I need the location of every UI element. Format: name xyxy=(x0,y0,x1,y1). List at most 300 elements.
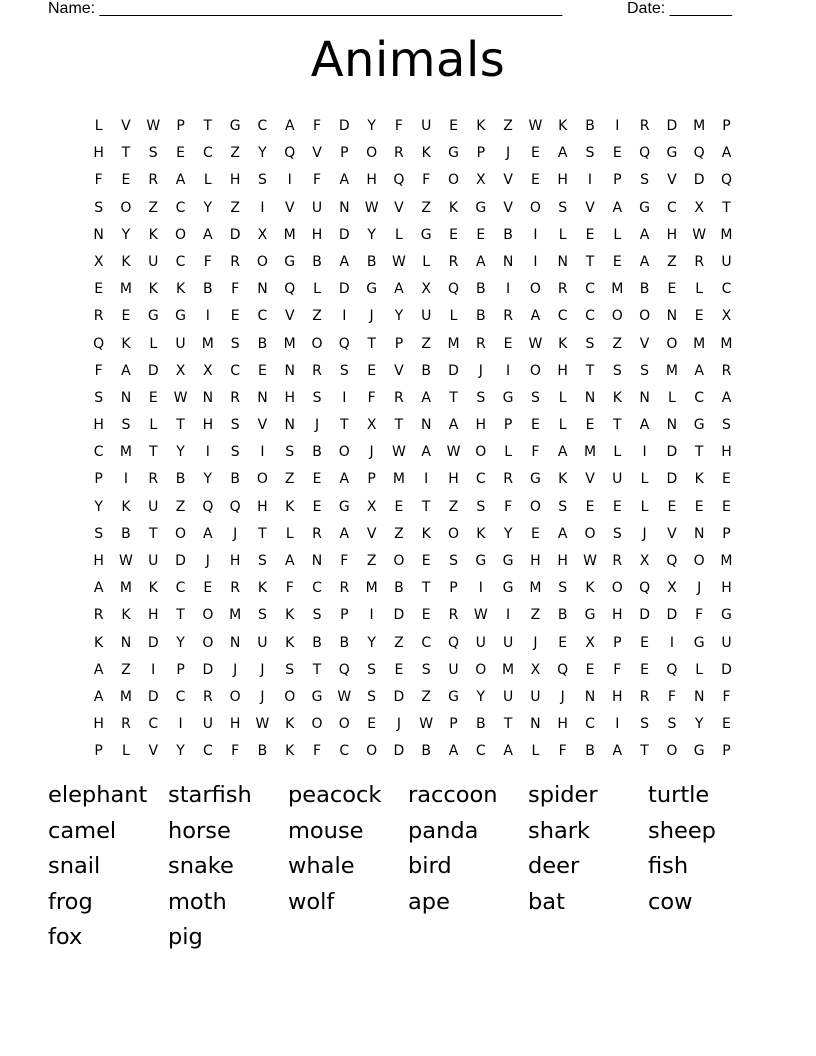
grid-letter: K xyxy=(558,471,568,488)
grid-letter: G xyxy=(502,553,514,569)
grid-row xyxy=(85,167,745,194)
grid-letter: T xyxy=(613,417,622,434)
grid-letter: H xyxy=(311,226,323,243)
grid-letter: M xyxy=(119,281,132,298)
grid-row xyxy=(85,548,745,575)
grid-letter: C xyxy=(475,471,486,488)
grid-letter: T xyxy=(176,607,185,624)
grid-letter: C xyxy=(585,308,595,325)
grid-letter: I xyxy=(533,253,538,270)
grid-letter: F xyxy=(94,172,103,189)
grid-letter: F xyxy=(312,118,322,134)
grid-letter: O xyxy=(666,335,678,352)
grid-row xyxy=(85,602,745,629)
grid-letter: T xyxy=(312,661,322,678)
grid-letter: H xyxy=(257,498,268,515)
grid-letter: V xyxy=(585,471,595,488)
grid-letter: R xyxy=(312,525,322,542)
grid-letter: C xyxy=(202,743,213,760)
grid-letter: I xyxy=(178,716,183,733)
grid-letter: P xyxy=(722,743,731,760)
grid-letter: Y xyxy=(367,118,376,134)
grid-letter: G xyxy=(721,607,732,624)
grid-letter: K xyxy=(285,716,295,733)
grid-letter: J xyxy=(314,417,320,434)
grid-letter: K xyxy=(121,607,131,624)
grid-letter: O xyxy=(529,498,541,515)
grid-letter: D xyxy=(393,688,405,705)
grid-letter: G xyxy=(448,145,459,162)
grid-letter: U xyxy=(148,553,159,569)
grid-letter: M xyxy=(201,335,214,352)
grid-letter: H xyxy=(557,553,568,569)
grid-letter: U xyxy=(612,471,623,488)
grid-letter: C xyxy=(721,281,732,298)
grid-letter: M xyxy=(611,281,624,298)
grid-letter: O xyxy=(202,607,214,624)
grid-letter: X xyxy=(694,199,704,216)
grid-letter: D xyxy=(338,281,350,298)
grid-letter: I xyxy=(615,118,620,134)
grid-letter: L xyxy=(285,525,294,542)
grid-letter: N xyxy=(93,226,104,243)
grid-letter: X xyxy=(721,308,732,325)
grid-letter: P xyxy=(722,525,731,542)
grid-letter: D xyxy=(229,226,241,243)
grid-letter: E xyxy=(694,308,704,325)
grid-letter: W xyxy=(583,553,597,569)
grid-letter: B xyxy=(476,716,486,733)
grid-letter: R xyxy=(503,471,513,488)
grid-letter: U xyxy=(175,335,186,352)
grid-letter: S xyxy=(530,389,540,406)
grid-letter: E xyxy=(722,716,731,733)
grid-letter: N xyxy=(666,308,678,325)
grid-letter: G xyxy=(175,308,186,325)
grid-row xyxy=(85,113,745,140)
grid-letter: R xyxy=(93,308,104,325)
grid-letter: F xyxy=(231,743,240,760)
grid-letter: N xyxy=(311,553,323,569)
grid-letter: M xyxy=(365,580,378,597)
grid-letter: G xyxy=(666,145,678,162)
grid-letter: C xyxy=(585,281,595,298)
word-list-row xyxy=(48,885,788,921)
word-list-item: bat xyxy=(528,888,565,915)
grid-letter: W xyxy=(528,335,543,352)
grid-letter: G xyxy=(366,281,378,298)
grid-letter: O xyxy=(338,716,350,733)
grid-letter: X xyxy=(257,226,268,243)
grid-letter: Q xyxy=(93,335,105,352)
grid-letter: V xyxy=(503,199,513,216)
grid-letter: S xyxy=(421,661,431,678)
grid-letter: A xyxy=(639,253,650,270)
grid-letter: C xyxy=(475,743,486,760)
grid-letter: F xyxy=(367,389,376,406)
grid-letter: A xyxy=(339,471,350,488)
grid-letter: O xyxy=(229,688,241,705)
grid-letter: A xyxy=(639,417,650,434)
grid-letter: P xyxy=(394,335,404,352)
grid-letter: E xyxy=(640,634,650,651)
grid-letter: C xyxy=(175,688,186,705)
grid-letter: W xyxy=(446,444,461,461)
grid-letter: K xyxy=(421,525,431,542)
grid-letter: L xyxy=(558,417,567,434)
grid-row xyxy=(85,385,745,412)
grid-letter: N xyxy=(530,716,541,733)
grid-letter: N xyxy=(257,281,268,298)
grid-letter: X xyxy=(476,172,486,189)
grid-letter: A xyxy=(284,553,295,569)
grid-letter: E xyxy=(449,226,458,243)
grid-letter: S xyxy=(285,661,295,678)
grid-letter: E xyxy=(530,145,540,162)
grid-letter: T xyxy=(585,253,595,270)
grid-letter: I xyxy=(342,389,347,406)
grid-row xyxy=(85,466,745,493)
word-list-item: starfish xyxy=(168,782,252,808)
grid-letter: D xyxy=(693,172,705,189)
grid-letter: B xyxy=(476,281,486,298)
word-list-item: camel xyxy=(48,817,117,844)
grid-letter: L xyxy=(531,743,540,760)
grid-letter: T xyxy=(421,498,431,515)
word-list-item: mouse xyxy=(288,817,364,844)
grid-letter: Z xyxy=(421,335,431,352)
grid-letter: G xyxy=(639,199,651,216)
word-list-item: snake xyxy=(168,853,234,879)
grid-letter: K xyxy=(148,281,158,298)
grid-letter: B xyxy=(203,281,213,298)
grid-letter: M xyxy=(283,335,296,352)
grid-letter: B xyxy=(312,444,322,461)
grid-letter: Z xyxy=(394,525,404,542)
grid-letter: A xyxy=(339,525,350,542)
grid-letter: T xyxy=(121,145,131,162)
grid-letter: F xyxy=(531,444,540,461)
grid-letter: Q xyxy=(447,281,460,298)
grid-letter: A xyxy=(448,417,459,434)
word-list xyxy=(48,778,788,956)
word-list-item: frog xyxy=(48,888,93,915)
grid-letter: E xyxy=(612,253,622,270)
grid-letter: H xyxy=(229,172,241,189)
grid-letter: J xyxy=(369,444,374,461)
grid-letter: D xyxy=(393,743,405,760)
grid-letter: K xyxy=(121,335,131,352)
grid-letter: W xyxy=(419,716,434,733)
grid-letter: M xyxy=(665,362,678,379)
grid-letter: B xyxy=(312,253,322,270)
grid-letter: E xyxy=(503,335,513,352)
grid-letter: E xyxy=(530,525,540,542)
grid-letter: Z xyxy=(230,199,240,216)
grid-letter: Q xyxy=(393,172,405,189)
grid-letter: D xyxy=(338,226,350,243)
word-list-item: fish xyxy=(648,853,689,879)
grid-letter: M xyxy=(447,335,460,352)
grid-letter: R xyxy=(230,253,240,270)
grid-letter: C xyxy=(585,716,595,733)
grid-letter: K xyxy=(285,607,295,624)
grid-letter: E xyxy=(449,118,458,134)
word-list-item: peacock xyxy=(288,782,382,808)
grid-letter: C xyxy=(694,389,705,406)
word-list-item: pig xyxy=(168,924,203,950)
grid-letter: B xyxy=(121,525,131,542)
grid-letter: C xyxy=(175,199,186,216)
grid-letter: I xyxy=(642,444,647,461)
grid-letter: Z xyxy=(394,634,404,651)
grid-letter: R xyxy=(312,362,322,379)
grid-letter: R xyxy=(612,553,623,569)
grid-letter: H xyxy=(93,145,104,162)
grid-letter: Z xyxy=(366,553,377,569)
grid-letter: O xyxy=(475,661,487,678)
grid-letter: C xyxy=(257,118,268,134)
grid-letter: Y xyxy=(394,308,404,325)
grid-letter: F xyxy=(558,743,567,760)
grid-letter: M xyxy=(283,226,296,243)
grid-letter: I xyxy=(506,281,511,298)
grid-letter: H xyxy=(530,553,541,569)
grid-letter: G xyxy=(338,498,350,515)
grid-letter: Z xyxy=(312,308,322,325)
grid-letter: J xyxy=(478,362,483,379)
grid-letter: P xyxy=(94,743,103,760)
grid-letter: Q xyxy=(338,661,350,678)
word-list-item: ape xyxy=(408,888,450,915)
grid-letter: N xyxy=(584,389,596,406)
grid-letter: B xyxy=(421,743,432,760)
grid-letter: E xyxy=(476,226,486,243)
grid-letter: B xyxy=(476,308,486,325)
grid-letter: M xyxy=(119,444,132,461)
grid-row xyxy=(85,575,745,602)
grid-letter: A xyxy=(421,444,431,461)
grid-letter: D xyxy=(147,634,159,651)
grid-letter: T xyxy=(340,417,349,434)
grid-letter: P xyxy=(340,145,349,162)
grid-letter: A xyxy=(557,525,568,542)
grid-letter: K xyxy=(476,525,486,542)
grid-letter: B xyxy=(585,118,595,134)
grid-letter: G xyxy=(502,389,514,406)
grid-letter: C xyxy=(557,308,568,325)
grid-letter: W xyxy=(391,253,406,270)
grid-letter: U xyxy=(311,199,323,216)
grid-letter: V xyxy=(257,417,268,434)
grid-letter: N xyxy=(284,362,295,379)
grid-letter: A xyxy=(721,389,732,406)
grid-letter: I xyxy=(533,226,538,243)
grid-letter: R xyxy=(557,281,568,298)
grid-letter: G xyxy=(693,743,705,760)
grid-letter: T xyxy=(258,525,267,542)
grid-letter: Z xyxy=(230,145,240,162)
grid-letter: K xyxy=(448,199,459,216)
grid-letter: B xyxy=(339,634,350,651)
grid-letter: O xyxy=(311,335,323,352)
grid-letter: S xyxy=(257,172,267,189)
grid-letter: T xyxy=(503,716,513,733)
grid-letter: R xyxy=(202,688,213,705)
letter-grid xyxy=(85,113,745,766)
grid-letter: T xyxy=(203,118,213,134)
grid-letter: H xyxy=(612,688,623,705)
word-list-item: sheep xyxy=(648,817,716,844)
grid-letter: I xyxy=(205,444,210,461)
grid-letter: Z xyxy=(503,118,513,134)
grid-letter: C xyxy=(148,716,159,733)
grid-letter: A xyxy=(121,362,131,379)
grid-letter: H xyxy=(93,553,104,569)
grid-letter: I xyxy=(506,362,511,379)
grid-letter: O xyxy=(693,553,705,569)
grid-letter: T xyxy=(148,444,158,461)
grid-letter: Z xyxy=(175,498,186,515)
grid-letter: S xyxy=(257,607,267,624)
grid-letter: R xyxy=(475,335,486,352)
grid-letter: J xyxy=(233,661,238,678)
grid-letter: A xyxy=(476,253,486,270)
grid-letter: O xyxy=(256,471,268,488)
grid-letter: S xyxy=(257,553,267,569)
grid-letter: K xyxy=(558,335,568,352)
grid-letter: L xyxy=(422,253,431,270)
grid-letter: N xyxy=(420,417,432,434)
grid-letter: S xyxy=(285,444,295,461)
grid-letter: U xyxy=(502,688,514,705)
grid-letter: P xyxy=(613,634,622,651)
grid-letter: M xyxy=(693,118,706,134)
word-list-item: bird xyxy=(408,853,452,879)
grid-letter: L xyxy=(558,389,567,406)
grid-letter: V xyxy=(667,525,677,542)
grid-letter: T xyxy=(148,525,158,542)
grid-letter: G xyxy=(693,417,705,434)
grid-letter: L xyxy=(640,498,649,515)
grid-letter: S xyxy=(585,335,595,352)
grid-letter: F xyxy=(722,688,731,705)
grid-letter: Q xyxy=(666,661,678,678)
grid-letter: L xyxy=(395,226,403,243)
word-list-item: cow xyxy=(648,888,693,915)
grid-letter: P xyxy=(722,118,731,134)
grid-letter: X xyxy=(203,362,213,379)
grid-letter: F xyxy=(422,172,431,189)
grid-letter: S xyxy=(94,199,104,216)
grid-row xyxy=(85,439,745,466)
grid-letter: B xyxy=(312,634,322,651)
grid-letter: V xyxy=(394,362,404,379)
grid-letter: M xyxy=(119,688,132,705)
grid-letter: L xyxy=(613,226,622,243)
grid-letter: Y xyxy=(203,471,213,488)
grid-letter: X xyxy=(530,661,541,678)
grid-letter: B xyxy=(639,281,650,298)
grid-letter: K xyxy=(257,580,268,597)
grid-row xyxy=(85,358,745,385)
grid-letter: N xyxy=(502,253,514,270)
grid-letter: S xyxy=(312,389,322,406)
grid-letter: X xyxy=(366,417,377,434)
grid-row xyxy=(85,195,745,222)
grid-letter: C xyxy=(421,634,432,651)
word-list-item: raccoon xyxy=(408,782,498,808)
grid-letter: V xyxy=(366,525,377,542)
grid-letter: R xyxy=(503,308,513,325)
grid-letter: S xyxy=(476,498,486,515)
grid-letter: K xyxy=(558,118,568,134)
grid-letter: Y xyxy=(176,634,185,651)
grid-letter: I xyxy=(342,308,347,325)
grid-letter: E xyxy=(367,362,377,379)
grid-letter: U xyxy=(721,253,732,270)
grid-letter: O xyxy=(175,226,187,243)
grid-row xyxy=(85,684,745,711)
grid-letter: K xyxy=(175,281,186,298)
grid-letter: E xyxy=(640,661,650,678)
grid-letter: U xyxy=(148,253,159,270)
grid-letter: Z xyxy=(530,607,541,624)
grid-letter: P xyxy=(449,716,458,733)
grid-letter: E xyxy=(421,553,431,569)
grid-letter: G xyxy=(475,553,487,569)
grid-letter: P xyxy=(613,172,622,189)
grid-letter: G xyxy=(693,634,705,651)
grid-letter: D xyxy=(666,118,678,134)
grid-letter: N xyxy=(229,634,241,651)
grid-letter: Y xyxy=(694,716,704,733)
grid-letter: A xyxy=(694,362,704,379)
grid-letter: E xyxy=(530,172,540,189)
grid-letter: I xyxy=(260,199,265,216)
grid-letter: H xyxy=(284,389,295,406)
grid-row xyxy=(85,521,745,548)
grid-row xyxy=(85,222,745,249)
grid-letter: S xyxy=(640,716,650,733)
grid-letter: R xyxy=(230,580,240,597)
grid-letter: Y xyxy=(176,743,185,760)
grid-letter: X xyxy=(93,253,104,270)
grid-letter: V xyxy=(667,172,677,189)
grid-letter: X xyxy=(366,498,377,515)
grid-letter: E xyxy=(394,661,404,678)
grid-letter: S xyxy=(367,688,377,705)
grid-letter: E xyxy=(585,498,595,515)
word-list-item: panda xyxy=(408,817,479,844)
grid-letter: O xyxy=(529,362,541,379)
grid-letter: O xyxy=(611,308,623,325)
grid-letter: U xyxy=(257,634,268,651)
grid-letter: E xyxy=(585,226,595,243)
grid-letter: K xyxy=(612,389,622,406)
grid-letter: F xyxy=(285,580,294,597)
grid-letter: G xyxy=(420,226,432,243)
grid-letter: K xyxy=(121,253,131,270)
grid-letter: F xyxy=(613,661,622,678)
grid-letter: O xyxy=(529,281,541,298)
grid-letter: I xyxy=(587,172,593,189)
grid-letter: F xyxy=(312,172,322,189)
grid-row xyxy=(85,711,745,738)
grid-letter: P xyxy=(503,417,513,434)
grid-letter: P xyxy=(449,580,458,597)
grid-letter: N xyxy=(557,253,568,270)
